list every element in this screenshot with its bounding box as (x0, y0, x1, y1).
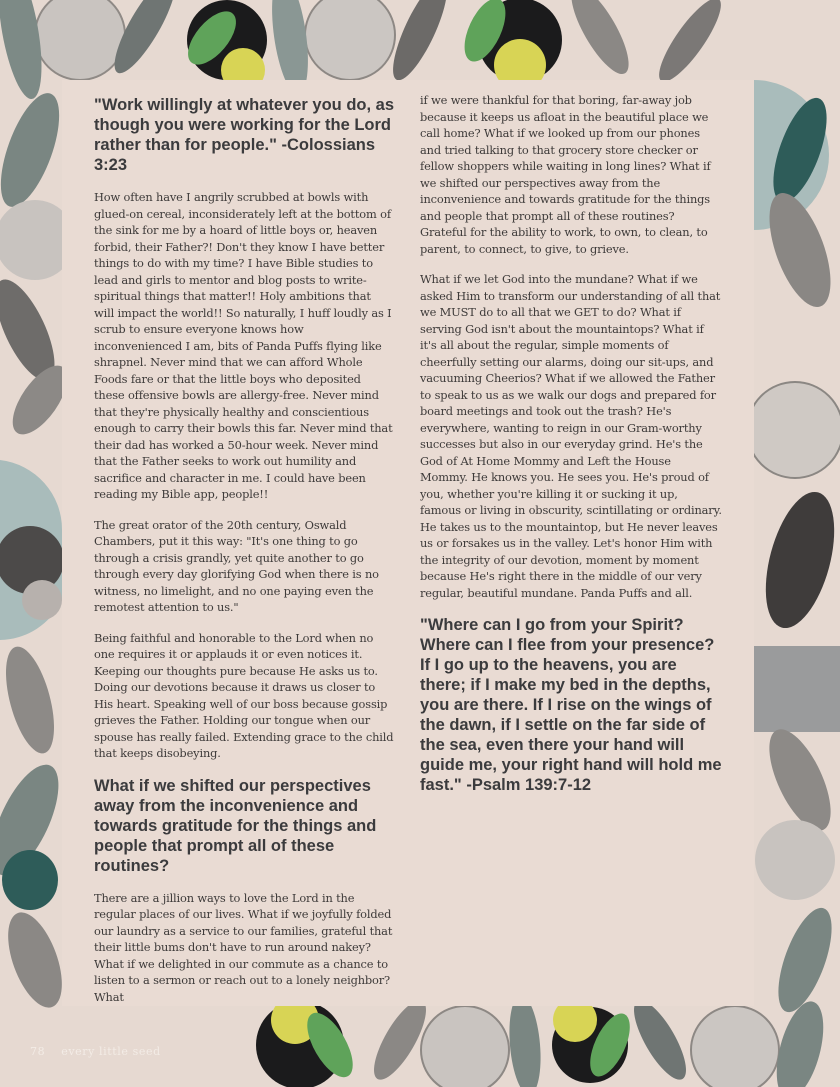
publication-name: every little seed (61, 1045, 161, 1058)
colossians-quote: "Work willingly at whatever you do, as though you were working for the Lord rather than for people." -Colossians 3:23 (94, 96, 395, 174)
pull-quote: What if we shifted our perspectives away from the inconvenience and towards gratitude for the things and people that prompt all of these routines? (94, 776, 377, 875)
body-paragraph: The great orator of the 20th century, Oswald Chambers, put it this way: "It's one thing to go through a crisis grandly, yet quite another to go through every day glorifying God when there is no witness, no limelight, and no one paying even the remotest attention to us." (94, 517, 379, 614)
page-footer (30, 1045, 177, 1058)
right-column (420, 92, 722, 809)
right-botanical (747, 91, 840, 1018)
page-number: 78 (30, 1045, 46, 1058)
gray-square-accent (754, 646, 840, 732)
left-column (94, 95, 394, 1019)
psalm-quote: "Where can I go from your Spirit? Where can I flee from your presence? If I go up to the heavens, you are there; if I make my bed in the depths, you are there. If I rise on the wings of the dawn, if I settle on the far side of the sea, even there your hand will guide me, your right hand will hold me fast." -Psalm 139:7-12 (420, 616, 722, 794)
body-paragraph: How often have I angrily scrubbed at bowls with glued-on cereal, inconsiderately left at the bottom of the sink for me by a hoard of little boys or, heaven forbid, their Father?! Don't they know I have better things to do with my time? I have Bible studies to lead and girls to mentor and blog posts to write- spiritual things that matter!! Holy ambitions that will impact the world!! So naturally, I huff loudly as I scrub to ensure everyone knows how inconvenienced I am, bits of Panda Puffs flying like shrapnel. Never mind that we can afford Whole Foods fare or that the little boys who deposited these offensive bowls are allergy-free. Never mind that they're physically healthy and conscientious enough to carry their bowls this far. Never mind that their dad has worked a 50-hour week. Never mind that the Father seeks to work out humility and sacrifice and character in me. I could have been reading my Bible app, people!! (94, 190, 393, 501)
body-paragraph: What if we let God into the mundane? What if we asked Him to transform our understanding of all that we MUST do to all that we GET to do? What if serving God isn't about the mountaintops? What if it's all about the regular, simple moments of cheerfully setting our alarms, doing our sit-ups, and vacuuming Cheerios? What if we allowed the Father to speak to us as we walk our dogs and prepared for board meetings and took out the trash? He's everywhere, wanting to reign in our Gram-worthy successes but also in our everyday grind. He's the God of At Home Mommy and Left the House Mommy. He knows you. He sees you. He's proud of you, whether you're killing it or sucking it up, famous or living in obscurity, scintillating or ordinary. He takes us to the mountaintop, but He never leaves us or forsakes us in the valley. Let's honor Him with the integrity of our devotion, moment by moment because He's right there in the middle of our very regular, beautiful mundane. Panda Puffs and all. (420, 272, 722, 600)
body-paragraph: if we were thankful for that boring, far-away job because it keeps us afloat in the beautiful place we call home? What if we looked up from our phones and tried talking to that grocery store checker or fellow shoppers while waiting in long lines? What if we shifted our perspectives away from the inconvenience and towards gratitude for the things and people that prompt all of these routines? Grateful for the ability to work, to own, to clean, to parent, to connect, to give, to grieve. (420, 93, 711, 256)
body-paragraph: Being faithful and honorable to the Lord when no one requires it or applauds it or even notices it. Keeping our thoughts pure because He asks us to. Doing our devotions because it draws us closer to His heart. Speaking well of our boss because gossip grieves the Father. Holding our tongue when our spouse has really failed. Extending grace to the child that keeps disobeying. (94, 630, 394, 760)
article-panel (62, 80, 754, 1006)
body-paragraph: There are a jillion ways to love the Lord in the regular places of our lives. What if we joyfully folded our laundry as a service to our families, grateful that their little bums don't have to run around nakey? What if we delighted in our commute as a chance to listen to a sermon or reach out to a lonely neighbor? What (94, 890, 393, 1004)
